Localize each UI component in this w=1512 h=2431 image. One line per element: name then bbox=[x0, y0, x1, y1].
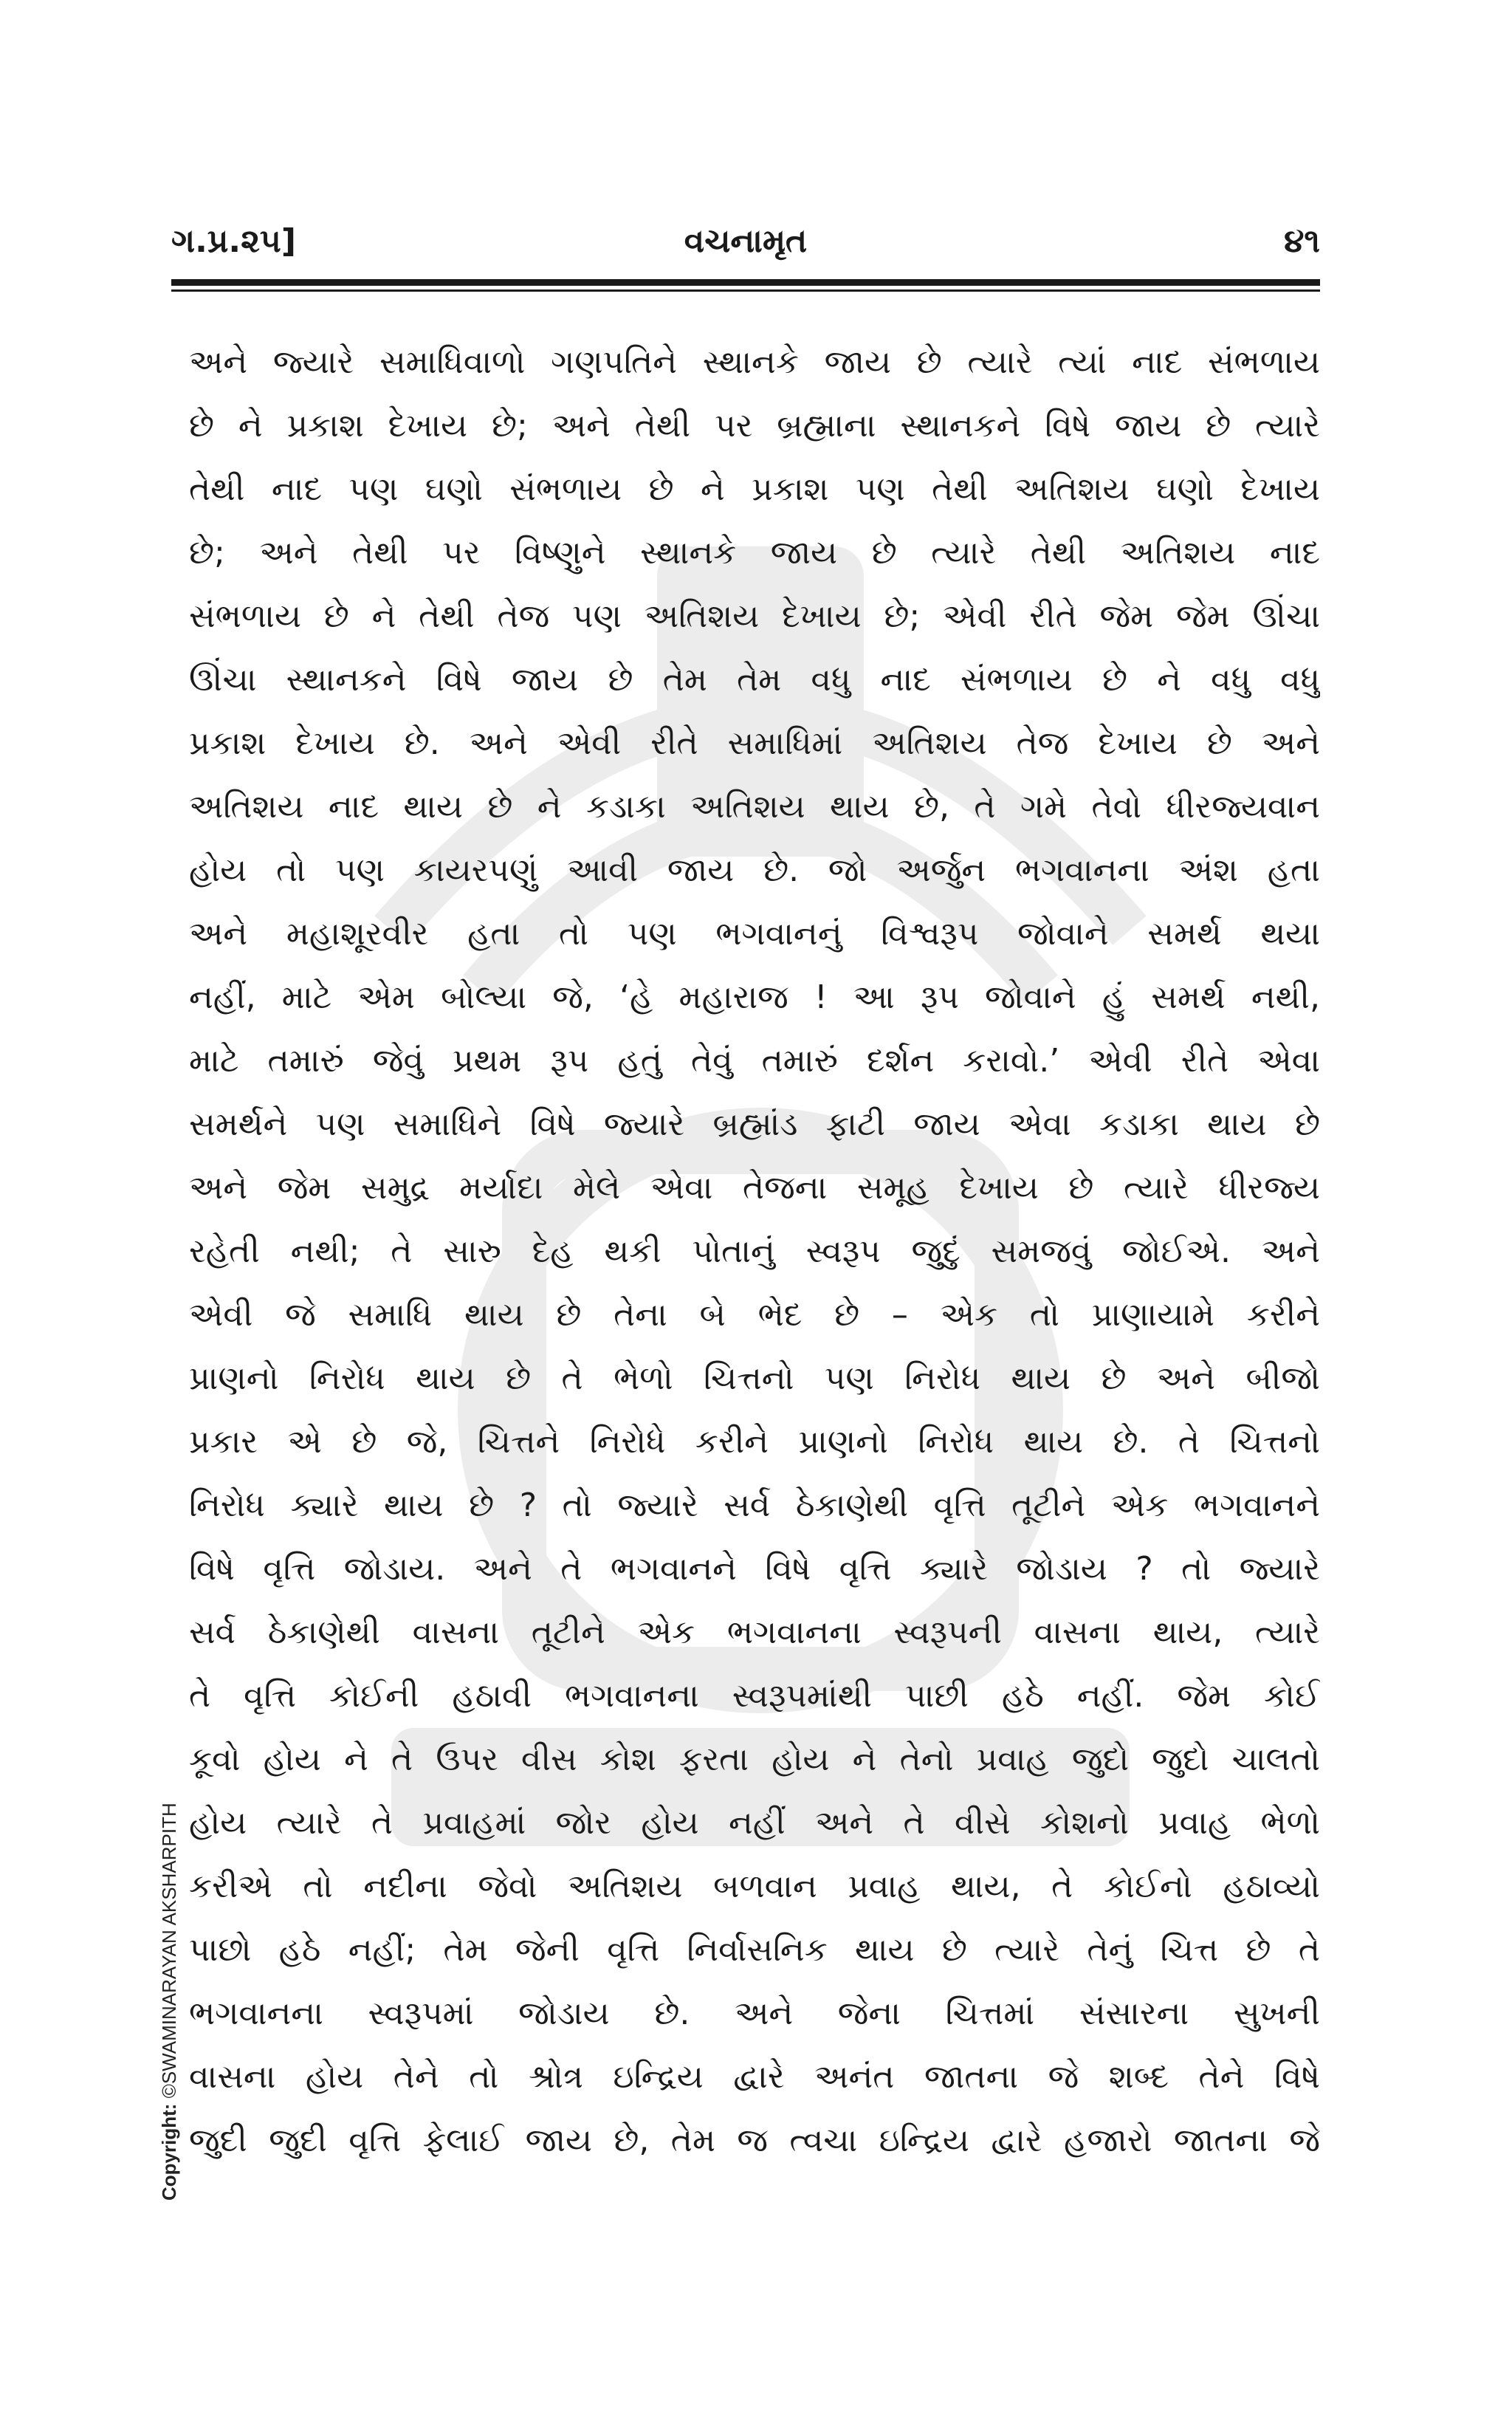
text-line: જુદી જુદી વૃત્તિ ફેલાઈ જાય છે, તેમ જ ત્વચા ઇન્દ્રિય દ્વારે હજારો જાતના જે bbox=[189, 2122, 1320, 2159]
text-line: એવી જે સમાધિ થાય છે તેના બે ભેદ છે – એક તો પ્રાણાયામે કરીને bbox=[189, 1296, 1320, 1334]
text-line: છે; અને તેથી પર વિષ્ણુને સ્થાનકે જાય છે ત્યારે તેથી અતિશય નાદ bbox=[189, 534, 1320, 572]
text-line: નહીં, માટે એમ બોલ્યા જે, ‘હે મહારાજ ! આ રૂપ જોવાને હું સમર્થ નથી, bbox=[189, 978, 1320, 1016]
running-title: વચનામૃત bbox=[684, 222, 808, 260]
copyright-label: Copyright: bbox=[158, 2103, 180, 2201]
text-line: સમર્થને પણ સમાધિને વિષે જ્યારે બ્રહ્માંડ ફાટી જાય એવા કડાકા થાય છે bbox=[189, 1105, 1320, 1143]
text-line: પાછો હઠે નહીં; તેમ જેની વૃત્તિ નિર્વાસનિક થાય છે ત્યારે તેનું ચિત્ત છે તે bbox=[189, 1931, 1320, 1969]
text-line: કૂવો હોય ને તે ઉપર વીસ કોશ ફરતા હોય ને તેનો પ્રવાહ જુદો જુદો ચાલતો bbox=[189, 1741, 1320, 1778]
text-line: પ્રકાશ દેખાય છે. અને એવી રીતે સમાધિમાં અતિશય તેજ દેખાય છે અને bbox=[189, 724, 1320, 762]
text-line: અતિશય નાદ થાય છે ને કડાકા અતિશય થાય છે, તે ગમે તેવો ધીરજ્યવાન bbox=[189, 788, 1320, 826]
header-rule-thin bbox=[171, 289, 1320, 292]
header-rule-thick bbox=[171, 279, 1320, 286]
text-line: પ્રાણનો નિરોધ થાય છે તે ભેળો ચિત્તનો પણ નિરોધ થાય છે અને બીજો bbox=[189, 1359, 1320, 1397]
copyright-notice bbox=[158, 1803, 181, 2201]
running-header bbox=[171, 216, 1320, 267]
text-line: માટે તમારું જેવું પ્રથમ રૂપ હતું તેવું તમારું દર્શન કરાવો.’ એવી રીતે એવા bbox=[189, 1042, 1320, 1080]
text-line: હોય ત્યારે તે પ્રવાહમાં જોર હોય નહીં અને તે વીસે કોશનો પ્રવાહ ભેળો bbox=[189, 1804, 1320, 1842]
text-line: હોય તો પણ કાયરપણું આવી જાય છે. જો અર્જુન ભગવાનના અંશ હતા bbox=[189, 851, 1320, 889]
text-line: ઊંચા સ્થાનકને વિષે જાય છે તેમ તેમ વધુ નાદ સંભળાય છે ને વધુ વધુ bbox=[189, 661, 1320, 699]
body-text bbox=[189, 331, 1320, 2173]
page-number: ૪૧ bbox=[1284, 222, 1320, 260]
text-line: વિષે વૃત્તિ જોડાય. અને તે ભગવાનને વિષે વૃત્તિ ક્યારે જોડાય ? તો જ્યારે bbox=[189, 1550, 1320, 1588]
text-line: રહેતી નથી; તે સારુ દેહ થકી પોતાનું સ્વરૂપ જુદું સમજવું જોઈએ. અને bbox=[189, 1232, 1320, 1270]
copyright-holder: ©SWAMINARAYAN AKSHARPITH bbox=[158, 1803, 180, 2099]
text-line: પ્રકાર એ છે જે, ચિત્તને નિરોધે કરીને પ્રાણનો નિરોધ થાય છે. તે ચિત્તનો bbox=[189, 1423, 1320, 1461]
text-line: અને જેમ સમુદ્ર મર્યાદા મેલે એવા તેજના સમૂહ દેખાય છે ત્યારે ધીરજ્ય bbox=[189, 1169, 1320, 1207]
text-line: સર્વ ઠેકાણેથી વાસના તૂટીને એક ભગવાનના સ્વરૂપની વાસના થાય, ત્યારે bbox=[189, 1614, 1320, 1651]
text-line: અને જ્યારે સમાધિવાળો ગણપતિને સ્થાનકે જાય છે ત્યારે ત્યાં નાદ સંભળાય bbox=[189, 343, 1320, 381]
text-line: વાસના હોય તેને તો શ્રોત્ર ઇન્દ્રિય દ્વારે અનંત જાતના જે શબ્દ તેને વિષે bbox=[189, 2058, 1320, 2096]
text-line: નિરોધ ક્યારે થાય છે ? તો જ્યારે સર્વ ઠેકાણેથી વૃત્તિ તૂટીને એક ભગવાનને bbox=[189, 1487, 1320, 1524]
text-line: અને મહાશૂરવીર હતા તો પણ ભગવાનનું વિશ્વરૂપ જોવાને સમર્થ થયા bbox=[189, 915, 1320, 953]
text-line: સંભળાય છે ને તેથી તેજ પણ અતિશય દેખાય છે; એવી રીતે જેમ જેમ ઊંચા bbox=[189, 597, 1320, 635]
section-reference: ગ.પ્ર.૨૫] bbox=[171, 222, 296, 260]
text-line: તેથી નાદ પણ ઘણો સંભળાય છે ને પ્રકાશ પણ તેથી અતિશય ઘણો દેખાય bbox=[189, 470, 1320, 508]
text-line: તે વૃત્તિ કોઈની હઠાવી ભગવાનના સ્વરૂપમાંથી પાછી હઠે નહીં. જેમ કોઈ bbox=[189, 1677, 1320, 1715]
text-line: ભગવાનના સ્વરૂપમાં જોડાય છે. અને જેના ચિત્તમાં સંસારના સુખની bbox=[189, 1995, 1320, 2032]
text-line: છે ને પ્રકાશ દેખાય છે; અને તેથી પર બ્રહ્માના સ્થાનકને વિષે જાય છે ત્યારે bbox=[189, 407, 1320, 445]
text-line: કરીએ તો નદીના જેવો અતિશય બળવાન પ્રવાહ થાય, તે કોઈનો હઠાવ્યો bbox=[189, 1868, 1320, 1905]
